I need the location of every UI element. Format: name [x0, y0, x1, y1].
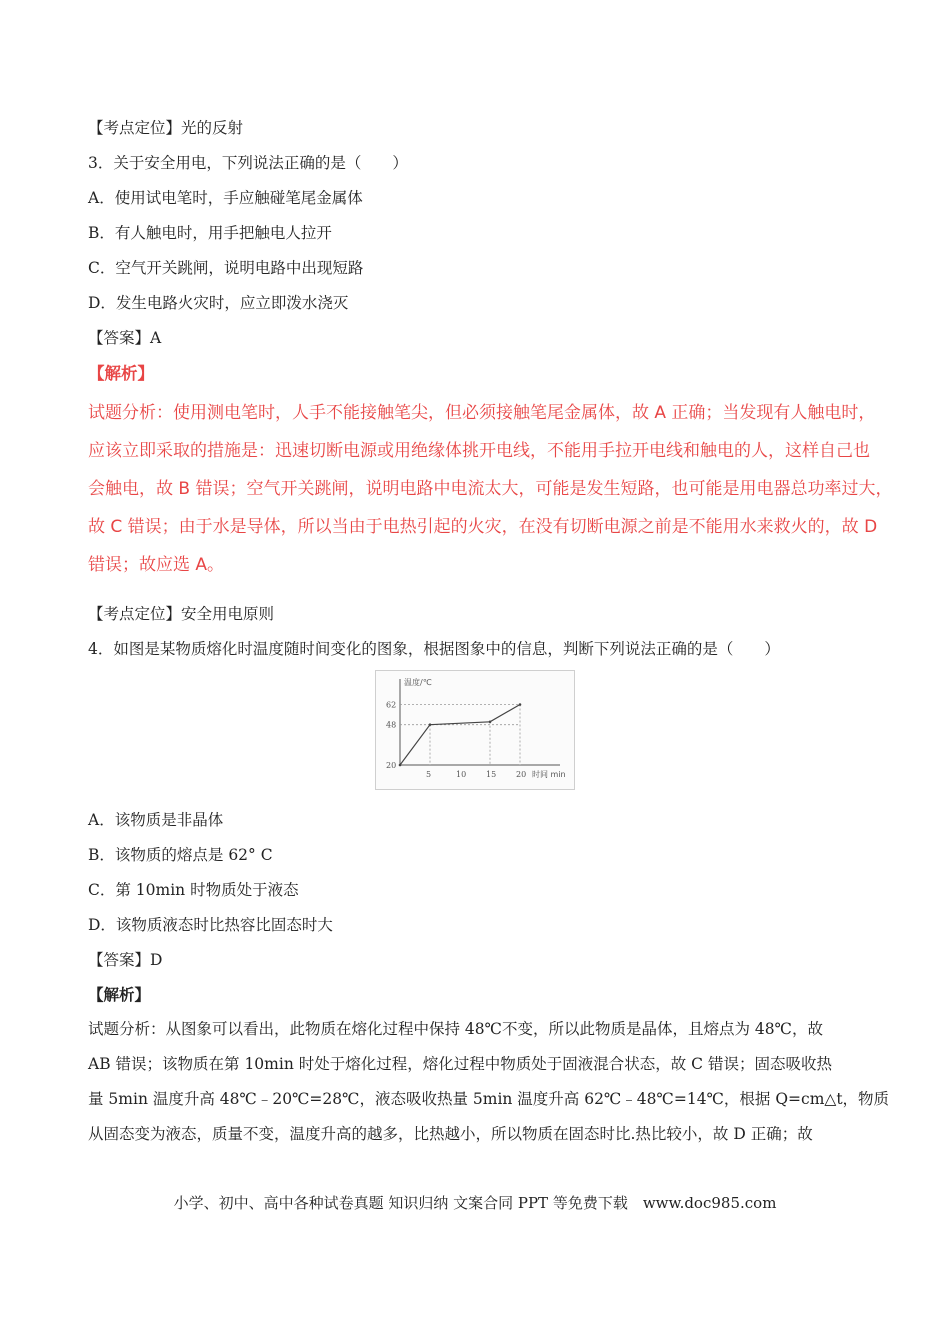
data-point	[519, 703, 522, 706]
melting-chart-svg	[376, 671, 574, 789]
q4-option-b: B．该物质的熔点是 62° C	[88, 846, 273, 864]
q4-analysis-line: 从固态变为液态，质量不变，温度升高的越多，比热越小，所以物质在固态时比.热比较小，故 D 正确；故	[88, 1125, 813, 1143]
x-tick-label: 5	[426, 770, 432, 779]
q3-option-a: A．使用试电笔时，手应触碰笔尾金属体	[88, 189, 363, 207]
data-point	[489, 721, 492, 724]
melting-chart	[375, 670, 575, 790]
q3-point: 【考点定位】安全用电原则	[88, 605, 275, 623]
y-tick-label: 20	[386, 761, 397, 770]
data-point	[399, 764, 402, 767]
q3-analysis-line: 会触电，故 B 错误；空气开关跳闸，说明电路中电流太大，可能是发生短路，也可能是用电器总功率过大，	[88, 479, 893, 499]
q4-analysis	[88, 1012, 890, 1152]
x-axis-label: 时间 min	[532, 770, 566, 779]
q3-analysis-line: 试题分析：使用测电笔时，人手不能接触笔尖，但必须接触笔尾金属体，故 A 正确；当发现有人触电时，	[88, 403, 876, 423]
q3-option-c: C．空气开关跳闸，说明电路中出现短路	[88, 259, 364, 277]
q3-option-d: D．发生电路火灾时，应立即泼水浇灭	[88, 294, 349, 312]
q4-analysis-heading: 【解析】	[88, 985, 151, 1004]
q4-question: 4．如图是某物质熔化时温度随时间变化的图象，根据图象中的信息，判断下列说法正确的是（ ）	[88, 640, 780, 658]
q3-analysis-line: 错误；故应选 A。	[88, 555, 225, 575]
page-footer: 小学、初中、高中各种试卷真题 知识归纳 文案合同 PPT 等免费下载 www.doc985.com	[173, 1194, 777, 1212]
q3-option-b: B．有人触电时，用手把触电人拉开	[88, 224, 332, 242]
q4-analysis-line: AB 错误；该物质在第 10min 时处于熔化过程，熔化过程中物质处于固液混合状态，故 C 错误；固态吸收热	[88, 1055, 832, 1073]
y-tick-label: 62	[386, 700, 397, 710]
y-axis-label: 温度/℃	[404, 678, 432, 687]
q4-analysis-line: 试题分析：从图象可以看出，此物质在熔化过程中保持 48℃不变，所以此物质是晶体，且熔点为 48℃，故	[88, 1020, 823, 1038]
q4-analysis-line: 量 5min 温度升高 48℃﹣20℃=28℃，液态吸收热量 5min 温度升高 62℃﹣48℃=14℃，根据 Q=cm△t，物质	[88, 1090, 890, 1108]
series-line	[400, 705, 520, 765]
x-tick-label: 15	[486, 770, 497, 779]
q2-point: 【考点定位】光的反射	[88, 119, 244, 137]
data-point	[429, 723, 432, 726]
q3-answer: 【答案】A	[88, 329, 162, 347]
q4-option-d: D．该物质液态时比热容比固态时大	[88, 916, 333, 934]
q3-analysis-line: 应该立即采取的措施是：迅速切断电源或用绝缘体挑开电线，不能用手拉开电线和触电的人，这样自己也	[88, 441, 870, 461]
q3-analysis-line: 故 C 错误；由于水是导体，所以当由于电热引起的火灾，在没有切断电源之前是不能用水来救火的，故 D	[88, 517, 878, 537]
x-tick-label: 20	[516, 770, 527, 779]
q4-answer: 【答案】D	[88, 951, 163, 969]
q3-question: 3．关于安全用电，下列说法正确的是（ ）	[88, 154, 408, 172]
x-tick-label: 10	[456, 770, 467, 779]
y-tick-label: 48	[386, 720, 397, 730]
q4-option-c: C．第 10min 时物质处于液态	[88, 881, 299, 899]
q4-option-a: A．该物质是非晶体	[88, 811, 224, 829]
q3-analysis-heading: 【解析】	[88, 364, 154, 383]
q3-analysis	[88, 394, 893, 584]
